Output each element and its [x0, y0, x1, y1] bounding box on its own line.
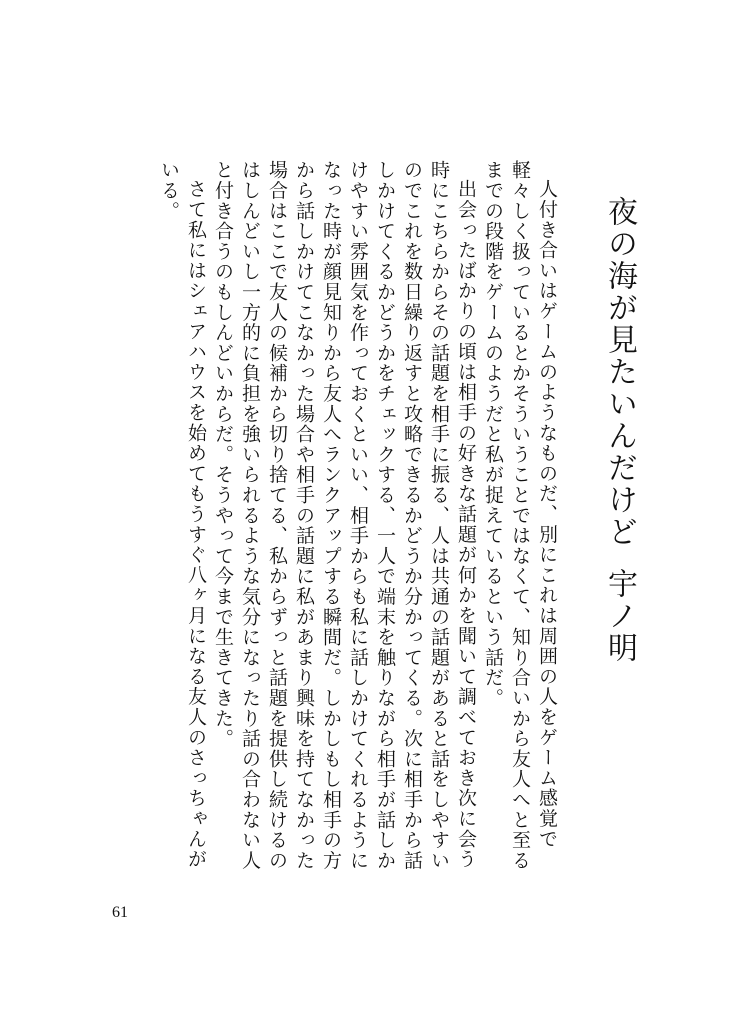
paragraph: 人付き合いはゲームのようなものだ、別にこれは周囲の人をゲーム感覚で軽々しく扱っているとかそういうことではなくて、知り合いから友人へと至るまでの段階をゲームのようだと私が捉えているという話だ。: [482, 160, 558, 871]
paragraph: 出会ったばかりの頃は相手の好きな話題が何かを聞いて調べておき次に会う時にこちらからその話題を相手に振る、人は共通の話題があると話をしやすいのでこれを数日繰り返すと攻略できるかどうか分かってくる。次に相手から話しかけてくるかどうかをチェックする、一人で端末を触りながら相手が話しかけやすい雰囲気を作っておくといい、相手からも私に話しかけてくれるようになった時が顔見知りから友人へランクアップする瞬間だ。しかしもし相手の方から話しかけてこなかった場合や相手の話題に私があまり興味を持てなかった場合はここで友人の候補から切り捨てる、私からずっと話題を提供し続けるのはしんどいし一方的に負担を強いられるような気分になったり話の合わない人と付き合うのもしんどいからだ。そうやって今まで生きてきた。: [212, 160, 477, 871]
paragraph: さて私にはシェアハウスを始めてもうすぐ八ヶ月になる友人のさっちゃんがいる。: [158, 160, 207, 870]
body-text: [120, 160, 560, 880]
story-title: 夜の海が見たいんだけど: [602, 196, 637, 548]
author-name: 宇ノ明: [602, 568, 637, 664]
page-number: 61: [112, 904, 128, 921]
